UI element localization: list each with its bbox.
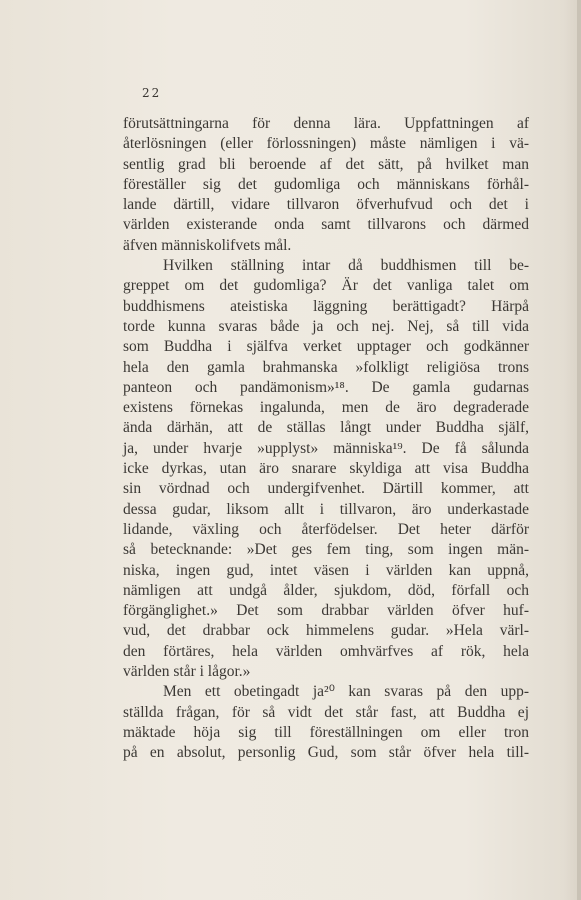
text-line: buddhismens ateistiska läggning berättigadt? Härpå [123, 297, 529, 315]
text-line: vud, det drabbar ock himmelens gudar. »Hela värl- [123, 622, 529, 640]
text-line: världen står i lågor.» [123, 663, 251, 681]
text-line: sin vördnad och undergifvenhet. Därtill kommer, att [123, 480, 529, 498]
text-line: lidande, växling och återfödelser. Det heter därför [123, 520, 529, 538]
text-line: förgänglighet.» Det som drabbar världen öfver huf- [123, 602, 529, 620]
text-line: Men ett obetingadt ja²⁰ kan svaras på den upp- [163, 683, 529, 701]
text-line: hela den gamla brahmanska »folkligt religiösa trons [123, 358, 529, 376]
text-line: så betecknande: »Det ges fem ting, som ingen män- [123, 541, 529, 559]
text-line: förutsättningarna för denna lära. Uppfattningen af [123, 115, 529, 132]
text-line: icke dyrkas, utan äro snarare skyldiga att visa Buddha [123, 460, 529, 478]
text-line: Hvilken ställning intar då buddhismen till be- [163, 257, 529, 275]
text-line: nämligen att undgå ålder, sjukdom, död, förfall och [123, 581, 529, 599]
text-line: den förtäres, hela världen omhvärfves af rök, hela [123, 642, 529, 660]
text-line: dessa gudar, liksom allt i tillvaron, äro underkastade [123, 500, 529, 518]
body-text [123, 114, 529, 764]
text-line: mäktade höja sig till föreställningen om eller tron [123, 723, 529, 741]
text-line: panteon och pandämonism»¹⁸. De gamla gudarnas [123, 378, 529, 396]
text-line: niska, ingen gud, intet väsen i världen kan uppnå, [123, 561, 529, 579]
text-line: världen existerande onda samt tillvarons och därmed [123, 216, 529, 234]
text-line: ställda frågan, för så vidt det står fast, att Buddha ej [123, 703, 529, 721]
text-line: greppet om det gudomliga? Är det vanliga talet om [123, 277, 529, 295]
text-line: återlösningen (eller förlossningen) måste nämligen i vä- [123, 135, 529, 153]
page-edge [577, 0, 581, 900]
text-line: på en absolut, personlig Gud, som står öfver hela till- [123, 744, 529, 762]
text-line: lande därtill, vidare tillvaron öfverhufvud och det i [123, 196, 529, 214]
page-number: 22 [142, 86, 162, 100]
text-line: som Buddha i själfva verket upptager och godkänner [123, 338, 529, 356]
text-line: existens förnekas ingalunda, men de äro degraderade [123, 399, 529, 417]
text-line: ända därhän, att de ställas långt under Buddha själf, [123, 419, 529, 437]
text-line: torde kunna svaras både ja och nej. Nej, så till vida [123, 317, 529, 335]
text-line: ja, under hvarje »upplyst» människa¹⁹. De få sålunda [123, 439, 529, 457]
text-line: sentlig grad bli beroende af det sätt, på hvilket man [123, 155, 529, 173]
text-line: föreställer sig det gudomliga och människans förhål- [123, 175, 529, 193]
text-line: äfven människolifvets mål. [123, 236, 292, 254]
